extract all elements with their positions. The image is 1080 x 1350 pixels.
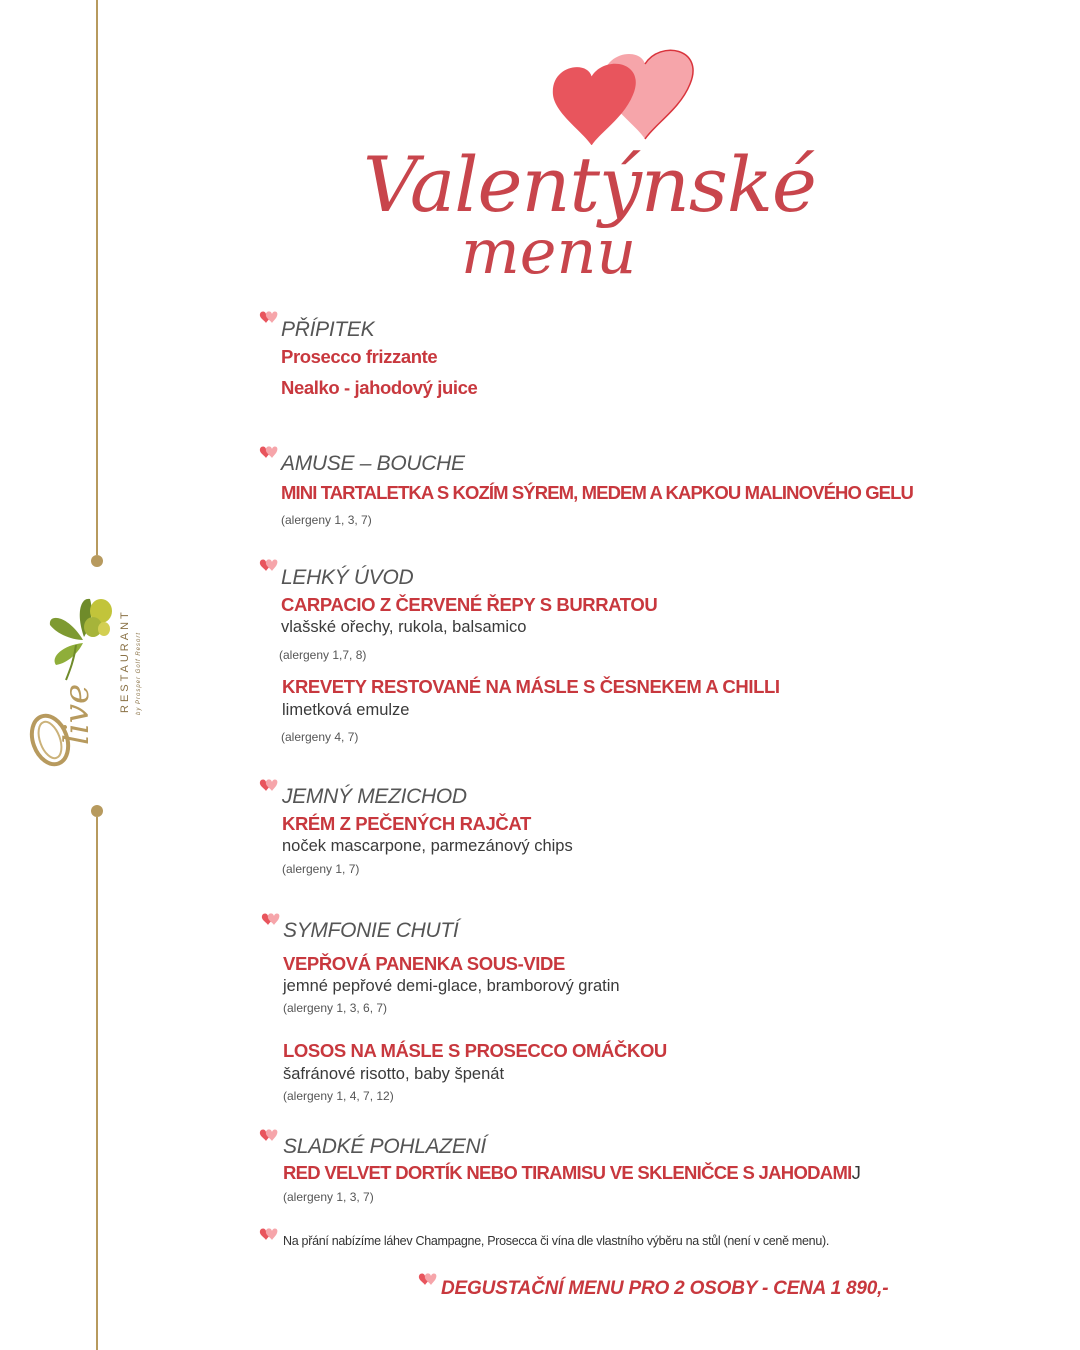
desc-losos: šafránové risotto, baby špenát — [283, 1065, 505, 1083]
dish-red-velvet-text: RED VELVET DORTÍK NEBO TIRAMISU VE SKLENIČCE S JAHODAMI — [283, 1162, 852, 1183]
svg-text:live: live — [57, 683, 97, 745]
small-heart-icon — [258, 1128, 280, 1144]
dish-krevety: KREVETY RESTOVANÉ NA MÁSLE S ČESNEKEM A CHILLI — [282, 676, 780, 697]
dish-red-velvet-tail: J — [851, 1162, 861, 1183]
dish-tartaletka: MINI TARTALETKA S KOZÍM SÝREM, MEDEM A KAPKOU MALINOVÉHO GELU — [281, 482, 913, 503]
allergens-krevety: (alergeny 4, 7) — [281, 730, 359, 744]
section-title-sladke: SLADKÉ POHLAZENÍ — [283, 1135, 486, 1158]
small-heart-icon — [417, 1272, 439, 1288]
small-heart-icon — [258, 1227, 280, 1243]
dish-krem: KRÉM Z PEČENÝCH RAJČAT — [282, 813, 531, 834]
olive-restaurant-logo — [28, 585, 148, 775]
dish-prosecco: Prosecco frizzante — [281, 346, 438, 367]
allergens-krem: (alergeny 1, 7) — [282, 862, 360, 876]
allergens-sladke: (alergeny 1, 3, 7) — [283, 1190, 374, 1204]
double-heart-icon — [520, 40, 720, 145]
title-line-1: Valentýnské — [363, 140, 816, 229]
desc-panenka: jemné pepřové demi-glace, bramborový gratin — [283, 977, 620, 995]
allergens-carpacio: (alergeny 1,7, 8) — [279, 648, 367, 662]
section-title-uvod: LEHKÝ ÚVOD — [281, 566, 414, 589]
allergens-amuse: (alergeny 1, 3, 7) — [281, 513, 372, 527]
small-heart-icon — [258, 310, 280, 326]
gold-dot-bottom — [91, 805, 103, 817]
small-heart-icon — [258, 778, 280, 794]
small-heart-icon — [258, 445, 280, 461]
allergens-panenka: (alergeny 1, 3, 6, 7) — [283, 1001, 388, 1015]
gold-line-bottom — [96, 817, 98, 1350]
gold-line-top — [96, 0, 98, 555]
allergens-losos: (alergeny 1, 4, 7, 12) — [283, 1089, 394, 1103]
section-title-mezichod: JEMNÝ MEZICHOD — [282, 785, 467, 808]
olive-leaves-icon — [50, 599, 112, 680]
small-heart-icon — [260, 912, 282, 928]
svg-text:by Prosper Golf Resort: by Prosper Golf Resort — [136, 631, 142, 715]
menu-title — [355, 40, 816, 290]
title-line-2: menu — [461, 215, 637, 288]
dish-panenka: VEPŘOVÁ PANENKA SOUS-VIDE — [283, 953, 565, 974]
gold-dot-top — [91, 555, 103, 567]
svg-text:RESTAURANT: RESTAURANT — [119, 609, 131, 713]
dish-red-velvet — [283, 1162, 860, 1184]
section-title-pripitek: PŘÍPITEK — [281, 318, 375, 341]
section-title-amuse: AMUSE – BOUCHE — [281, 452, 465, 475]
price-footer: DEGUSTAČNÍ MENU PRO 2 OSOBY - CENA 1 890,- — [441, 1278, 889, 1299]
champagne-note: Na přání nabízíme láhev Champagne, Prosecca či vína dle vlastního výběru na stůl (není v ceně menu). — [283, 1234, 830, 1248]
desc-krevety: limetková emulze — [282, 701, 410, 719]
dish-nealko: Nealko - jahodový juice — [281, 377, 478, 398]
dish-losos: LOSOS NA MÁSLE S PROSECCO OMÁČKOU — [283, 1040, 667, 1061]
desc-krem: noček mascarpone, parmezánový chips — [282, 837, 573, 855]
small-heart-icon — [258, 558, 280, 574]
dish-carpacio: CARPACIO Z ČERVENÉ ŘEPY S BURRATOU — [281, 594, 658, 615]
desc-carpacio: vlašské ořechy, rukola, balsamico — [281, 618, 527, 636]
section-title-symfonie: SYMFONIE CHUTÍ — [283, 919, 459, 942]
